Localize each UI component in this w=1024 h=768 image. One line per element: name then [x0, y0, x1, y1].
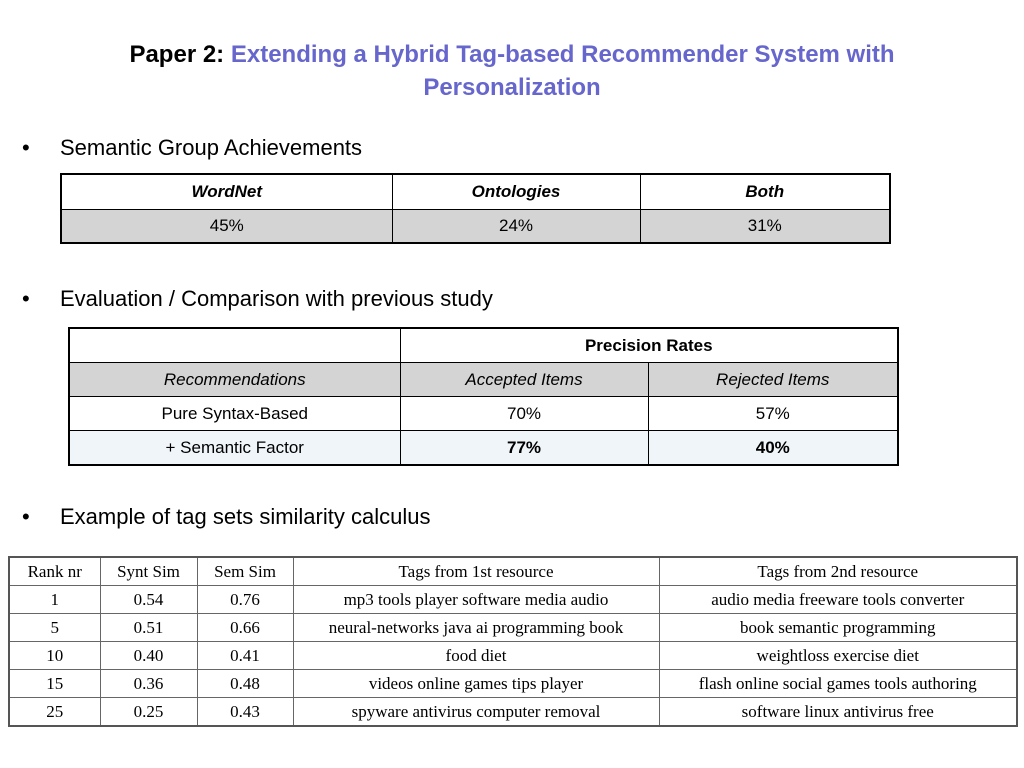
achievements-header-row: [61, 174, 890, 210]
precision-table: [68, 327, 899, 466]
header-cell: Accepted Items: [400, 363, 648, 397]
cell: 0.25: [100, 698, 197, 727]
cell: 0.40: [100, 642, 197, 670]
cell: software linux antivirus free: [659, 698, 1017, 727]
value-cell: 31%: [640, 210, 890, 244]
cell: 0.66: [197, 614, 293, 642]
bullet-similarity-example: [22, 504, 430, 530]
precision-subheader-row: [69, 363, 898, 397]
title-main: Extending a Hybrid Tag-based Recommender System with Personalization: [230, 41, 895, 101]
bullet-text: Semantic Group Achievements: [60, 135, 363, 160]
row-label: + Semantic Factor: [69, 431, 400, 466]
table-row: [69, 397, 898, 431]
cell: 0.51: [100, 614, 197, 642]
bullet-dot: •: [22, 135, 30, 160]
slide-title: [40, 38, 984, 104]
cell: 0.54: [100, 586, 197, 614]
header-cell: Rejected Items: [648, 363, 898, 397]
value-cell: 45%: [61, 210, 392, 244]
precision-group-header-row: [69, 328, 898, 363]
similarity-header-row: [9, 557, 1017, 586]
header-cell: WordNet: [61, 174, 392, 210]
value-cell: 40%: [648, 431, 898, 466]
header-cell: Tags from 2nd resource: [659, 557, 1017, 586]
cell: 10: [9, 642, 100, 670]
cell: neural-networks java ai programming book: [293, 614, 659, 642]
bullet-text: Example of tag sets similarity calculus: [60, 504, 431, 529]
cell: 1: [9, 586, 100, 614]
header-cell: Sem Sim: [197, 557, 293, 586]
similarity-table: [8, 556, 1018, 727]
precision-rates-header: Precision Rates: [400, 328, 898, 363]
header-cell: Synt Sim: [100, 557, 197, 586]
bullet-semantic-achievements: [22, 135, 362, 161]
cell: videos online games tips player: [293, 670, 659, 698]
title-prefix: Paper 2:: [129, 41, 231, 68]
cell: flash online social games tools authoring: [659, 670, 1017, 698]
achievements-table: [60, 173, 891, 244]
table-row: [69, 431, 898, 466]
cell: weightloss exercise diet: [659, 642, 1017, 670]
row-label: Pure Syntax-Based: [69, 397, 400, 431]
cell: book semantic programming: [659, 614, 1017, 642]
cell: 0.41: [197, 642, 293, 670]
table-row: [9, 670, 1017, 698]
value-cell: 57%: [648, 397, 898, 431]
bullet-dot: •: [22, 286, 30, 311]
cell: 0.36: [100, 670, 197, 698]
value-cell: 24%: [392, 210, 640, 244]
cell: 25: [9, 698, 100, 727]
cell: 0.43: [197, 698, 293, 727]
value-cell: 77%: [400, 431, 648, 466]
header-cell: Both: [640, 174, 890, 210]
achievements-values-row: [61, 210, 890, 244]
value-cell: 70%: [400, 397, 648, 431]
header-cell: Rank nr: [9, 557, 100, 586]
cell: mp3 tools player software media audio: [293, 586, 659, 614]
cell: 0.76: [197, 586, 293, 614]
table-row: [9, 614, 1017, 642]
table-row: [9, 642, 1017, 670]
cell: 0.48: [197, 670, 293, 698]
header-cell: Ontologies: [392, 174, 640, 210]
cell: 5: [9, 614, 100, 642]
cell: food diet: [293, 642, 659, 670]
cell: spyware antivirus computer removal: [293, 698, 659, 727]
header-cell: Tags from 1st resource: [293, 557, 659, 586]
bullet-evaluation: [22, 286, 493, 312]
bullet-text: Evaluation / Comparison with previous study: [60, 286, 493, 311]
empty-cell: [69, 328, 400, 363]
cell: 15: [9, 670, 100, 698]
header-cell: Recommendations: [69, 363, 400, 397]
table-row: [9, 586, 1017, 614]
cell: audio media freeware tools converter: [659, 586, 1017, 614]
bullet-dot: •: [22, 504, 30, 529]
table-row: [9, 698, 1017, 727]
